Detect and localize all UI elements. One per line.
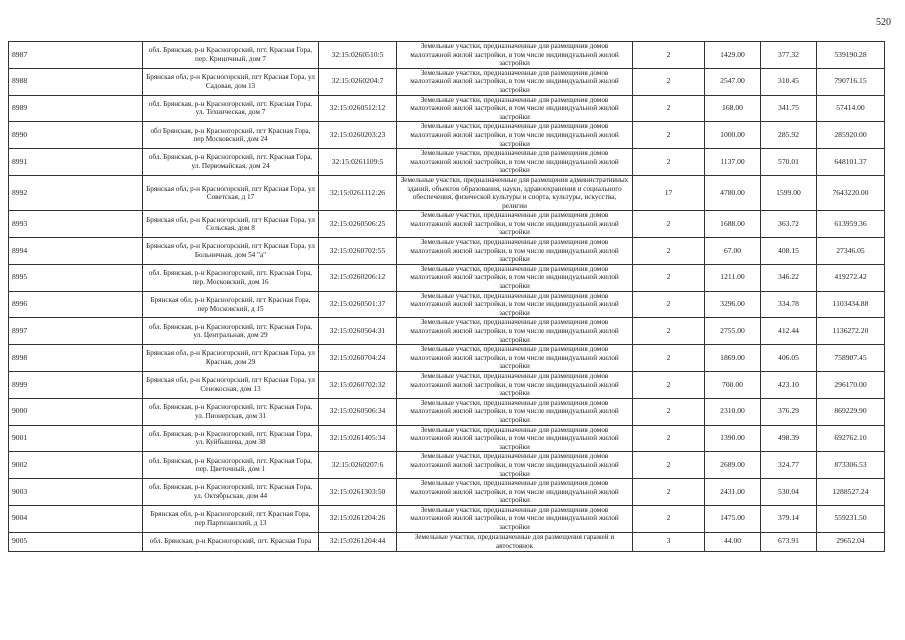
cadastral-number-cell: 32:15:0261405:34 (319, 425, 397, 452)
cadastral-number-cell: 32:15:0260206:12 (319, 264, 397, 291)
address-cell: обл. Брянская, р-н Красногорский, пгт. Красная Гора, ул. Куйбышева, дом 38 (143, 425, 319, 452)
address-cell: Брянская обл, р-н Красногорский, пгт Красная Гора, ул Больничная, дом 54 "а" (143, 238, 319, 265)
table-row (9, 175, 885, 210)
specific-value-cell: 498.39 (761, 425, 817, 452)
area-cell: 700.00 (705, 371, 761, 398)
cadastral-number-cell: 32:15:0260203:23 (319, 122, 397, 149)
cadastral-value-cell: 559231.50 (817, 505, 885, 532)
address-cell: Брянская обл, р-н Красногорский, пгт Красная Гора, ул Садовая, дом 13 (143, 68, 319, 95)
land-use-cell: Земельные участки, предназначенные для размещения домов малоэтажной жилой застройки, в том числе индивидуальной жилой застройки (397, 452, 633, 479)
row-number: 8989 (9, 95, 143, 122)
table-row (9, 505, 885, 532)
land-use-cell: Земельные участки, предназначенные для размещения домов малоэтажной жилой застройки, в том числе индивидуальной жилой застройки (397, 291, 633, 318)
use-group-cell: 2 (633, 318, 705, 345)
row-number: 9002 (9, 452, 143, 479)
use-group-cell: 2 (633, 42, 705, 69)
cadastral-value-cell: 790716.15 (817, 68, 885, 95)
specific-value-cell: 285.92 (761, 122, 817, 149)
cadastral-number-cell: 32:15:0260702:32 (319, 371, 397, 398)
use-group-cell: 2 (633, 122, 705, 149)
cadastral-value-cell: 7643220.00 (817, 175, 885, 210)
row-number: 9000 (9, 398, 143, 425)
row-number: 8991 (9, 149, 143, 176)
area-cell: 3296.00 (705, 291, 761, 318)
table-row (9, 149, 885, 176)
address-cell: Брянская обл, р-н Красногорский, пгт Красная Гора, ул Советская, д 17 (143, 175, 319, 210)
use-group-cell: 2 (633, 371, 705, 398)
land-use-cell: Земельные участки, предназначенные для размещения домов малоэтажной жилой застройки, в том числе индивидуальной жилой застройки (397, 505, 633, 532)
address-cell: обл. Брянская, р-н Красногорский, пгт. Красная Гора, ул. Октябрьская, дом 44 (143, 479, 319, 506)
land-use-cell: Земельные участки, предназначенные для размещения домов малоэтажной жилой застройки, в том числе индивидуальной жилой застройки (397, 149, 633, 176)
specific-value-cell: 673.91 (761, 532, 817, 551)
row-number: 8997 (9, 318, 143, 345)
use-group-cell: 17 (633, 175, 705, 210)
table-row (9, 318, 885, 345)
table-row (9, 95, 885, 122)
row-number: 8992 (9, 175, 143, 210)
table-row (9, 452, 885, 479)
cadastral-value-cell: 1288527.24 (817, 479, 885, 506)
cadastral-number-cell: 32:15:0260204:7 (319, 68, 397, 95)
address-cell: обл. Брянская, р-н Красногорский, пгт. Красная Гора, пер. Цветочный, дом 1 (143, 452, 319, 479)
row-number: 8988 (9, 68, 143, 95)
area-cell: 67.00 (705, 238, 761, 265)
cadastral-value-table (8, 41, 885, 552)
address-cell: обл. Брянская, р-н Красногорский, пгт. Красная Гора, ул. Первомайская, дом 24 (143, 149, 319, 176)
row-number: 8993 (9, 211, 143, 238)
specific-value-cell: 412.44 (761, 318, 817, 345)
address-cell: обл. Брянская, р-н Красногорский, пгт. Красная Гора (143, 532, 319, 551)
row-number: 9005 (9, 532, 143, 551)
use-group-cell: 2 (633, 398, 705, 425)
row-number: 8995 (9, 264, 143, 291)
cadastral-number-cell: 32:15:0260504:31 (319, 318, 397, 345)
address-cell: обл. Брянская, р-н Красногорский, пгт. Красная Гора, ул. Техническая, дом 7 (143, 95, 319, 122)
row-number: 9003 (9, 479, 143, 506)
cadastral-value-cell: 419272.42 (817, 264, 885, 291)
cadastral-value-cell: 869229.90 (817, 398, 885, 425)
table-row (9, 211, 885, 238)
use-group-cell: 2 (633, 238, 705, 265)
land-use-cell: Земельные участки, предназначенные для размещения домов малоэтажной жилой застройки, в том числе индивидуальной жилой застройки (397, 68, 633, 95)
land-use-cell: Земельные участки, предназначенные для размещения домов малоэтажной жилой застройки, в том числе индивидуальной жилой застройки (397, 371, 633, 398)
cadastral-value-cell: 613959.36 (817, 211, 885, 238)
specific-value-cell: 346.22 (761, 264, 817, 291)
use-group-cell: 2 (633, 95, 705, 122)
use-group-cell: 2 (633, 291, 705, 318)
land-use-cell: Земельные участки, предназначенные для размещения домов малоэтажной жилой застройки, в том числе индивидуальной жилой застройки (397, 122, 633, 149)
area-cell: 4780.00 (705, 175, 761, 210)
cadastral-value-cell: 27346.05 (817, 238, 885, 265)
cadastral-value-cell: 539190.28 (817, 42, 885, 69)
specific-value-cell: 1599.00 (761, 175, 817, 210)
address-cell: обл. Брянская, р-н Красногорский, пгт. Красная Гора, ул. Центральная, дом 29 (143, 318, 319, 345)
table-row (9, 479, 885, 506)
area-cell: 44.00 (705, 532, 761, 551)
cadastral-number-cell: 32:15:0261204:44 (319, 532, 397, 551)
row-number: 8994 (9, 238, 143, 265)
area-cell: 2547.00 (705, 68, 761, 95)
land-use-cell: Земельные участки, предназначенные для размещения домов малоэтажной жилой застройки, в том числе индивидуальной жилой застройки (397, 95, 633, 122)
cadastral-number-cell: 32:15:0261204:26 (319, 505, 397, 532)
specific-value-cell: 530.04 (761, 479, 817, 506)
table-body (9, 42, 885, 552)
cadastral-number-cell: 32:15:0261109:5 (319, 149, 397, 176)
table-row (9, 425, 885, 452)
cadastral-number-cell: 32:15:0261112:26 (319, 175, 397, 210)
specific-value-cell: 423.10 (761, 371, 817, 398)
address-cell: Брянская обл, р-н Красногорский, пгт Красная Гора, ул Красная, дом 29 (143, 345, 319, 372)
address-cell: обл. Брянская, р-н Красногорский, пгт. Красная Гора, пер. Кринпчный, дом 7 (143, 42, 319, 69)
use-group-cell: 2 (633, 425, 705, 452)
land-use-cell: Земельные участки, предназначенные для размещения гаражей и автостоянок (397, 532, 633, 551)
use-group-cell: 2 (633, 211, 705, 238)
area-cell: 2431.00 (705, 479, 761, 506)
table-row (9, 238, 885, 265)
cadastral-number-cell: 32:15:0260501:37 (319, 291, 397, 318)
row-number: 9001 (9, 425, 143, 452)
table-row (9, 264, 885, 291)
area-cell: 1475.00 (705, 505, 761, 532)
table-row (9, 398, 885, 425)
cadastral-value-cell: 57414.00 (817, 95, 885, 122)
specific-value-cell: 406.05 (761, 345, 817, 372)
cadastral-value-cell: 296170.00 (817, 371, 885, 398)
address-cell: Брянская обл, р-н Красногорский, пгт Красная Гора, пер Московский, д 15 (143, 291, 319, 318)
specific-value-cell: 408.15 (761, 238, 817, 265)
cadastral-value-cell: 758907.45 (817, 345, 885, 372)
address-cell: Брянская обл, р-н Красногорский, пгт Красная Гора, пер Партизанский, д 13 (143, 505, 319, 532)
land-use-cell: Земельные участки, предназначенные для размещения домов малоэтажной жилой застройки, в том числе индивидуальной жилой застройки (397, 479, 633, 506)
table-row (9, 532, 885, 551)
land-use-cell: Земельные участки, предназначенные для размещения домов малоэтажной жилой застройки, в том числе индивидуальной жилой застройки (397, 211, 633, 238)
row-number: 8990 (9, 122, 143, 149)
land-use-cell: Земельные участки, предназначенные для размещения административных зданий, объектов образования, науки, здравоохранения и социального обеспечения, физической культуры и спорта, культуры, искусства, религии (397, 175, 633, 210)
table-row (9, 291, 885, 318)
land-use-cell: Земельные участки, предназначенные для размещения домов малоэтажной жилой застройки, в том числе индивидуальной жилой застройки (397, 425, 633, 452)
cadastral-number-cell: 32:15:0260510:5 (319, 42, 397, 69)
area-cell: 1390.00 (705, 425, 761, 452)
area-cell: 2755.00 (705, 318, 761, 345)
cadastral-value-cell: 873306.53 (817, 452, 885, 479)
use-group-cell: 2 (633, 68, 705, 95)
specific-value-cell: 324.77 (761, 452, 817, 479)
land-use-cell: Земельные участки, предназначенные для размещения домов малоэтажной жилой застройки, в том числе индивидуальной жилой застройки (397, 398, 633, 425)
use-group-cell: 2 (633, 452, 705, 479)
cadastral-value-cell: 648101.37 (817, 149, 885, 176)
table-row (9, 122, 885, 149)
cadastral-number-cell: 32:15:0260207:6 (319, 452, 397, 479)
specific-value-cell: 377.32 (761, 42, 817, 69)
row-number: 9004 (9, 505, 143, 532)
address-cell: обл Брянская, р-н Красногорский, пгт Красная Гора, пер Московский, дом 24 (143, 122, 319, 149)
use-group-cell: 2 (633, 264, 705, 291)
row-number: 8987 (9, 42, 143, 69)
table-row (9, 345, 885, 372)
address-cell: Брянская обл, р-н Красногорский, пгт Красная Гора, ул Сенокосная, дом 13 (143, 371, 319, 398)
area-cell: 1211.00 (705, 264, 761, 291)
table-row (9, 371, 885, 398)
cadastral-value-cell: 1136272.20 (817, 318, 885, 345)
area-cell: 168.00 (705, 95, 761, 122)
area-cell: 1137.00 (705, 149, 761, 176)
cadastral-value-cell: 1103434.88 (817, 291, 885, 318)
cadastral-value-cell: 692762.10 (817, 425, 885, 452)
cadastral-number-cell: 32:15:0261303:50 (319, 479, 397, 506)
use-group-cell: 2 (633, 479, 705, 506)
table-row (9, 42, 885, 69)
cadastral-number-cell: 32:15:0260506:25 (319, 211, 397, 238)
use-group-cell: 2 (633, 345, 705, 372)
land-use-cell: Земельные участки, предназначенные для размещения домов малоэтажной жилой застройки, в том числе индивидуальной жилой застройки (397, 42, 633, 69)
row-number: 8998 (9, 345, 143, 372)
row-number: 8999 (9, 371, 143, 398)
cadastral-number-cell: 32:15:0260506:34 (319, 398, 397, 425)
cadastral-number-cell: 32:15:0260704:24 (319, 345, 397, 372)
specific-value-cell: 376.29 (761, 398, 817, 425)
cadastral-number-cell: 32:15:0260512:12 (319, 95, 397, 122)
land-use-cell: Земельные участки, предназначенные для размещения домов малоэтажной жилой застройки, в том числе индивидуальной жилой застройки (397, 318, 633, 345)
specific-value-cell: 341.75 (761, 95, 817, 122)
area-cell: 2689.00 (705, 452, 761, 479)
land-use-cell: Земельные участки, предназначенные для размещения домов малоэтажной жилой застройки, в том числе индивидуальной жилой застройки (397, 264, 633, 291)
address-cell: обл. Брянская, р-н Красногорский, пгт. Красная Гора, пер. Московский, дом 16 (143, 264, 319, 291)
specific-value-cell: 363.72 (761, 211, 817, 238)
area-cell: 1429.00 (705, 42, 761, 69)
specific-value-cell: 334.78 (761, 291, 817, 318)
land-use-cell: Земельные участки, предназначенные для размещения домов малоэтажной жилой застройки, в том числе индивидуальной жилой застройки (397, 345, 633, 372)
area-cell: 1688.00 (705, 211, 761, 238)
specific-value-cell: 570.01 (761, 149, 817, 176)
specific-value-cell: 379.14 (761, 505, 817, 532)
use-group-cell: 2 (633, 149, 705, 176)
address-cell: Брянская обл, р-н Красногорский, пгт Красная Гора, ул Сельская, дом 8 (143, 211, 319, 238)
cadastral-value-cell: 29652.04 (817, 532, 885, 551)
land-use-cell: Земельные участки, предназначенные для размещения домов малоэтажной жилой застройки, в том числе индивидуальной жилой застройки (397, 238, 633, 265)
specific-value-cell: 310.45 (761, 68, 817, 95)
area-cell: 1000.00 (705, 122, 761, 149)
use-group-cell: 2 (633, 505, 705, 532)
cadastral-value-cell: 285920.00 (817, 122, 885, 149)
area-cell: 1869.00 (705, 345, 761, 372)
use-group-cell: 3 (633, 532, 705, 551)
area-cell: 2310.00 (705, 398, 761, 425)
address-cell: обл. Брянская, р-н Красногорский, пгт. Красная Гора, ул. Пионерская, дом 31 (143, 398, 319, 425)
cadastral-number-cell: 32:15:0260702:55 (319, 238, 397, 265)
table-row (9, 68, 885, 95)
row-number: 8996 (9, 291, 143, 318)
page-number: 520 (876, 17, 891, 28)
